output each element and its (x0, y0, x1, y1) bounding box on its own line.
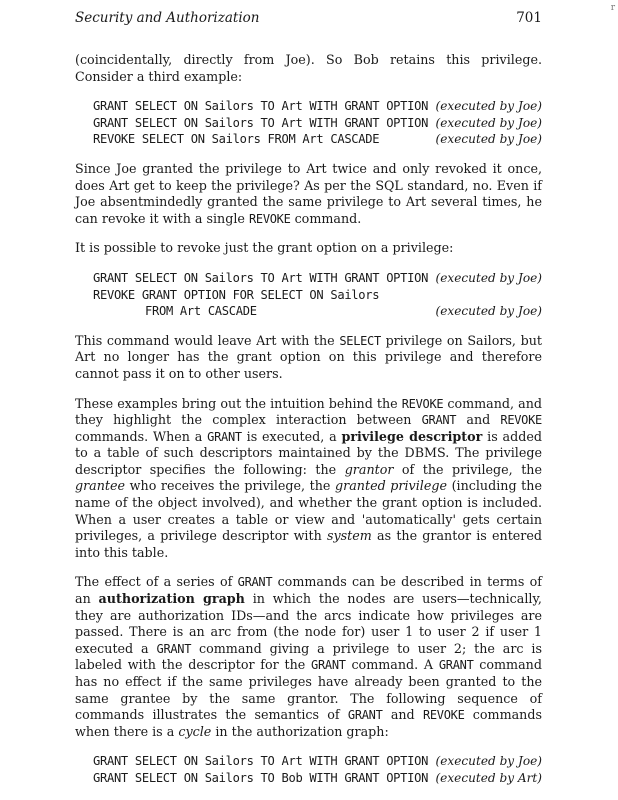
text-run: privilege on Sailors, but Art no longer has the grant option on this privilege and therefore cannot pass it on to other users. (75, 332, 542, 381)
text-run: and (466, 412, 491, 428)
text-run: is executed, a (246, 428, 337, 444)
text-run: as the grantor is entered into this table. (75, 528, 542, 560)
italic-term: grantor (344, 461, 394, 477)
code-block-1 (93, 98, 542, 148)
text-run: The effect of a series of (75, 574, 233, 590)
code-line (93, 98, 542, 115)
text-run: command. A (351, 657, 434, 673)
text-run: command. (294, 210, 362, 226)
italic-term: system (326, 528, 372, 544)
text-run: is added to a table of such descriptors maintained by the DBMS. The privilege descriptor specifies the following: the (75, 428, 542, 477)
code-block-3 (93, 753, 542, 786)
executor-note: (executed by Joe) (435, 99, 542, 114)
code-line (93, 753, 542, 770)
paragraph-6 (75, 574, 542, 740)
paragraph-1: (coincidentally, directly from Joe). So Bob retains this privilege. Consider a third example: (75, 52, 542, 84)
sql-keyword: REVOKE (500, 413, 542, 428)
text-run: commands when there is a (75, 707, 542, 739)
code-line (93, 131, 542, 148)
text-run: command has no effect if the same privileges have already been granted to the same grantee by the same grantor. The following sequence of commands illustrates the semantics of (75, 657, 542, 723)
text-run: This command would leave Art with the (75, 332, 335, 348)
executor-note: (executed by Joe) (435, 132, 542, 147)
paragraph-4 (75, 333, 542, 383)
text-run: command giving a privilege to user 2; the arc is labeled with the descriptor for the (75, 640, 542, 673)
corner-mark: r (610, 3, 615, 13)
text-run: Since Joe granted the privilege to Art twice and only revoked it once, does Art get to keep the privilege? As per the SQL standard, no. Even if Joe absentmindedly granted the same privilege to Art several times, he can revoke it with a single (75, 160, 542, 226)
code-line (93, 770, 542, 787)
executor-note: (executed by Joe) (435, 304, 542, 319)
chapter-title: Security and Authorization (75, 10, 260, 26)
sql-keyword: GRANT (156, 641, 192, 656)
executor-note: (executed by Joe) (435, 115, 542, 130)
sql-keyword: GRANT (347, 708, 383, 723)
sql-keyword: GRANT (421, 413, 457, 428)
text-run: command, and they highlight the complex interaction between (75, 395, 542, 428)
text-run: and (390, 707, 415, 723)
italic-term: granted privilege (335, 478, 447, 494)
sql-statement: FROM Art CASCADE (145, 304, 257, 319)
paragraph-2 (75, 161, 542, 227)
code-block-2 (93, 270, 542, 320)
sql-keyword: REVOKE (422, 708, 465, 723)
italic-term: cycle (178, 723, 212, 739)
sql-statement: REVOKE GRANT OPTION FOR SELECT ON Sailors (93, 287, 380, 302)
italic-term: grantee (75, 478, 126, 494)
sql-keyword: SELECT (339, 333, 381, 348)
sql-statement: GRANT SELECT ON Sailors TO Art WITH GRANT OPTION (93, 99, 429, 114)
sql-keyword: GRANT (207, 429, 242, 444)
text-run: commands can be described in terms of an (75, 574, 542, 607)
sql-keyword: GRANT (438, 658, 474, 673)
executor-note: (executed by Art) (435, 770, 542, 785)
text-run: commands. When a (75, 428, 203, 444)
executor-note: (executed by Joe) (435, 270, 542, 285)
sql-statement: GRANT SELECT ON Sailors TO Art WITH GRANT OPTION (93, 754, 429, 769)
executor-note: (executed by Joe) (435, 754, 542, 769)
text-run: (including the name of the object involved), and whether the grant option is included. When a user creates a table or view and 'automatically' gets certain privileges, a privilege descriptor with (75, 478, 542, 544)
sql-keyword: REVOKE (248, 211, 291, 226)
paragraph-5 (75, 396, 542, 562)
page-number: 701 (516, 10, 542, 26)
paragraph-3: It is possible to revoke just the grant option on a privilege: (75, 240, 454, 256)
running-header (75, 10, 542, 32)
sql-statement: GRANT SELECT ON Sailors TO Art WITH GRANT OPTION (93, 115, 429, 130)
code-line (93, 115, 542, 132)
sql-statement: GRANT SELECT ON Sailors TO Art WITH GRANT OPTION (93, 270, 429, 285)
text-run: in which the nodes are users—technically, they are authorization IDs—and the arcs indicate how privileges are passed. There is an arc from (the node for) user 1 to user 2 if user 1 executed a (75, 591, 542, 656)
sql-keyword: GRANT (237, 575, 273, 590)
sql-statement: GRANT SELECT ON Sailors TO Bob WITH GRANT OPTION (93, 770, 429, 785)
sql-keyword: GRANT (311, 658, 346, 673)
text-run: of the privilege, the (401, 461, 542, 477)
text-run: in the authorization graph: (215, 723, 389, 739)
code-line (93, 270, 542, 287)
sql-keyword: REVOKE (401, 396, 444, 411)
sql-statement: REVOKE SELECT ON Sailors FROM Art CASCADE (93, 132, 380, 147)
bold-term: authorization graph (98, 591, 245, 607)
code-line (93, 303, 542, 320)
bold-term: privilege descriptor (341, 428, 483, 444)
page-body (75, 52, 542, 800)
text-run: These examples bring out the intuition behind the (75, 395, 398, 411)
text-run: who receives the privilege, the (129, 478, 331, 494)
code-line (93, 287, 542, 304)
